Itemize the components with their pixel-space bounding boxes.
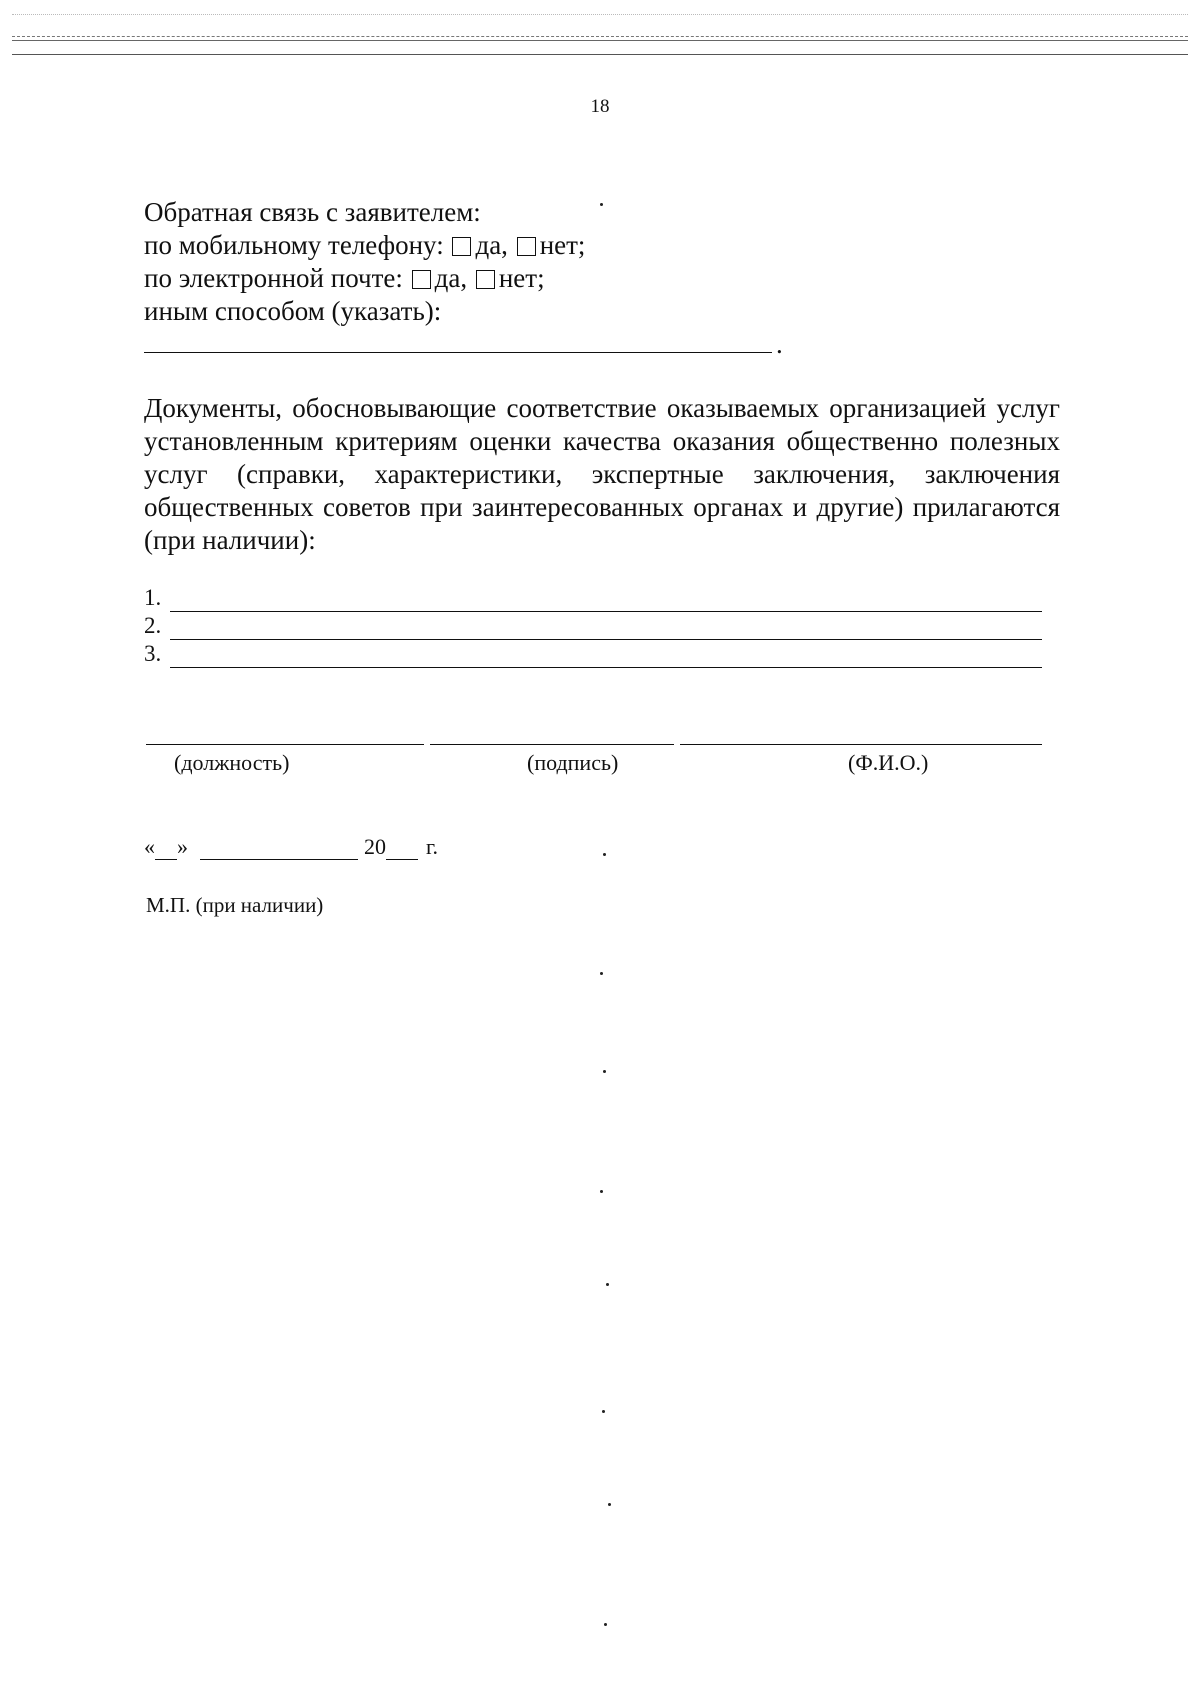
mobile-yes-label: да, — [475, 230, 508, 260]
position-label: (должность) — [174, 750, 290, 775]
email-label: по электронной почте: — [144, 263, 403, 293]
list-item — [144, 612, 1042, 640]
name-field[interactable] — [680, 744, 1042, 745]
signature-lines — [146, 744, 1042, 746]
scan-speck — [608, 1503, 611, 1506]
email-no-label: нет; — [498, 263, 545, 293]
day-field[interactable] — [155, 841, 177, 860]
list-item-field[interactable] — [170, 645, 1042, 668]
documents-section — [144, 392, 1060, 557]
stamp-label: М.П. (при наличии) — [146, 893, 324, 917]
email-yes-label: да, — [434, 263, 468, 293]
year-field[interactable] — [386, 841, 418, 860]
date-open-quote: « — [144, 834, 155, 859]
scan-speck — [600, 972, 603, 975]
list-item-number: 1. — [144, 585, 162, 610]
feedback-section — [144, 196, 1060, 361]
year-suffix: г. — [426, 834, 439, 859]
other-method-label: иным способом (указать): — [144, 296, 442, 326]
name-label: (Ф.И.О.) — [848, 750, 929, 775]
other-method-row — [144, 328, 1060, 361]
date-row — [144, 834, 438, 860]
documents-list — [144, 584, 1042, 668]
scan-speck — [603, 1070, 606, 1073]
mobile-no-label: нет; — [539, 230, 586, 260]
list-item-number: 2. — [144, 613, 162, 638]
mobile-no-checkbox[interactable] — [517, 237, 536, 256]
scan-speck — [604, 1623, 607, 1626]
list-item-number: 3. — [144, 641, 162, 666]
date-close-quote: » — [177, 834, 188, 859]
list-item-field[interactable] — [170, 589, 1042, 612]
feedback-email-row — [144, 262, 1060, 295]
feedback-mobile-row — [144, 229, 1060, 262]
scan-speck — [600, 203, 603, 206]
year-prefix: 20 — [364, 834, 386, 859]
scan-border — [12, 14, 1188, 58]
scan-speck — [602, 1410, 605, 1413]
other-method-period: . — [776, 329, 783, 359]
other-method-field[interactable] — [144, 338, 772, 353]
scan-speck — [600, 1190, 603, 1193]
mobile-yes-checkbox[interactable] — [452, 237, 471, 256]
list-item-field[interactable] — [170, 617, 1042, 640]
scan-speck — [603, 853, 606, 856]
email-no-checkbox[interactable] — [476, 270, 495, 289]
documents-paragraph: Документы, обосновывающие соответствие оказываемых организацией услуг установленным критериям оценки качества оказания общественно полезных услуг (справки, характеристики, экспертные заключения, заключения общественных советов при заинтересованных органах и другие) прилагаются (при наличии): — [144, 393, 1060, 555]
list-item — [144, 584, 1042, 612]
month-field[interactable] — [200, 841, 358, 860]
feedback-heading: Обратная связь с заявителем: — [144, 197, 481, 227]
list-item — [144, 640, 1042, 668]
signature-label: (подпись) — [527, 750, 619, 775]
position-field[interactable] — [146, 744, 424, 745]
scan-speck — [606, 1283, 609, 1286]
signature-field[interactable] — [430, 744, 674, 745]
email-yes-checkbox[interactable] — [412, 270, 431, 289]
mobile-label: по мобильному телефону: — [144, 230, 444, 260]
page-number: 18 — [590, 96, 610, 117]
